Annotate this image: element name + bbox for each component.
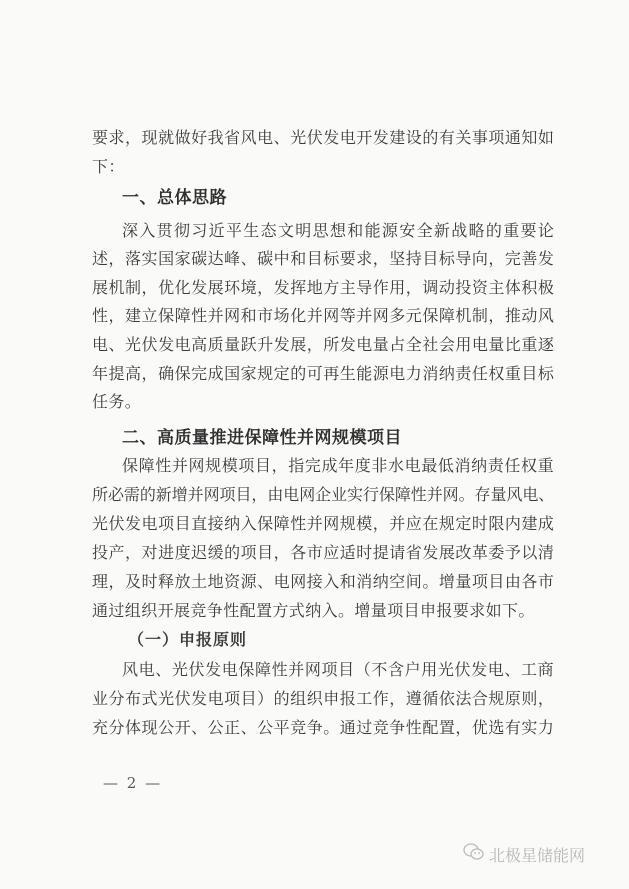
- text-line: 保 障 性 并 网 规 模 项 目 ， 指 完 成 年 度 非 水 电 最 低 消 纳 责 任 权 重: [122, 456, 554, 475]
- text-line: 要 求 ， 现 就 做 好 我 省 风 电 、 光 伏 发 电 开 发 建 设 的 有 关 事 项 通 知 如: [92, 128, 554, 147]
- text-line: 展 机 制 ， 优 化 发 展 环 境 ， 发 挥 地 方 主 导 作 用 ， 调 动 投 资 主 体 积 极: [92, 278, 554, 297]
- wechat-icon: [463, 842, 485, 866]
- text-line: 充 分 体 现 公 开 、 公 正 、 公 平 竞 争 。 通 过 竞 争 性 配 置 ， 优 选 有 实 力: [92, 718, 554, 737]
- text-line: 年 提 高 ， 确 保 完 成 国 家 规 定 的 可 再 生 能 源 电 力 消 纳 责 任 权 重 目 标: [92, 364, 554, 383]
- watermark: [463, 842, 585, 866]
- text-line: 理 ， 及 时 释 放 土 地 资 源 、 电 网 接 入 和 消 纳 空 间 。 增 量 项 目 由 各 市: [92, 572, 554, 591]
- subsection-heading: （一）申报原则: [128, 630, 248, 649]
- text-line: 光 伏 发 电 项 目 直 接 纳 入 保 障 性 并 网 规 模 ， 并 应 在 规 定 时 限 内 建 成: [92, 514, 554, 533]
- section-heading-1: 一、总体思路: [122, 188, 227, 208]
- text-line: 通过组织开展竞争性配置方式纳入。增量项目申报要求如下。: [92, 601, 535, 620]
- text-line: 风 电 、 光 伏 发 电 保 障 性 并 网 项 目 （ 不 含 户 用 光 伏 发 电 、 工 商: [122, 660, 554, 679]
- text-line: 性 ， 建 立 保 障 性 并 网 和 市 场 化 并 网 等 并 网 多 元 保 障 机 制 ， 推 动 风: [92, 306, 554, 325]
- text-line: 投 产 ， 对 进 度 迟 缓 的 项 目 ， 各 市 应 适 时 提 请 省 发 展 改 革 委 予 以 清: [92, 543, 554, 562]
- text-line: 电 、 光 伏 发 电 高 质 量 跃 升 发 展 ， 所 发 电 量 占 全 社 会 用 电 量 比 重 逐: [92, 335, 554, 354]
- watermark-text: 北极星储能网: [489, 845, 586, 865]
- text-line: 任务。: [92, 392, 142, 411]
- text-line: 述 ， 落 实 国 家 碳 达 峰 、 碳 中 和 目 标 要 求 ， 坚 持 目 标 导 向 ， 完 善 发: [92, 249, 554, 268]
- text-line: 下：: [92, 157, 125, 176]
- text-line: 业 分 布 式 光 伏 发 电 项 目 ） 的 组 织 申 报 工 作 ， 遵 循 依 法 合 规 原 则 ，: [92, 689, 554, 708]
- page-number: — 2 —: [103, 774, 163, 792]
- text-line: 所 必 需 的 新 增 并 网 项 目 ， 由 电 网 企 业 实 行 保 障 性 并 网 。 存 量 风 电 、: [92, 485, 555, 504]
- text-line: 深 入 贯 彻 习 近 平 生 态 文 明 思 想 和 能 源 安 全 新 战 略 的 重 要 论: [122, 221, 554, 240]
- section-heading-2: 二、高质量推进保障性并网规模项目: [122, 428, 402, 448]
